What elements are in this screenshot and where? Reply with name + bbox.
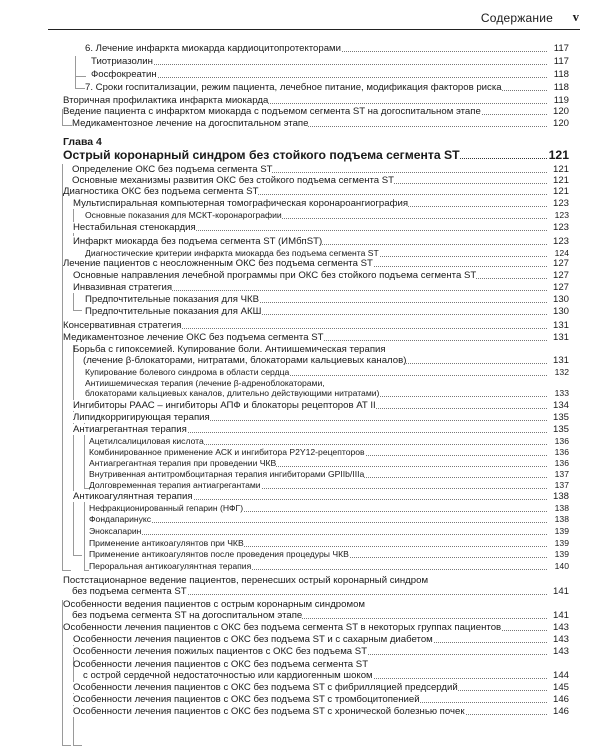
toc-entry[interactable]: 6. Лечение инфаркта миокарда кардиоцитопротекторами 117 (85, 43, 569, 54)
toc-entry-line1[interactable]: Постстационарное ведение пациентов, перенесших острый коронарный синдром (63, 575, 429, 586)
toc-entry[interactable]: Мультиспиральная компьютерная томографическая коронароангиография 123 (73, 198, 569, 209)
toc-entry[interactable]: (лечение β-блокаторами, нитратами, блокаторами кальциевых каналов) 131 (83, 355, 569, 366)
toc-entry[interactable]: Особенности лечения пациентов с ОКС без подъема ST с тромбоцитопенией 146 (73, 694, 569, 705)
toc-entry[interactable]: Вторичная профилактика инфаркта миокарда 119 (63, 95, 569, 106)
toc-entry[interactable]: Антикоагулянтная терапия 138 (73, 491, 569, 502)
toc-entry[interactable]: Консервативная стратегия 131 (63, 320, 569, 331)
toc-entry[interactable]: Особенности лечения пациентов с ОКС без подъема ST с фибрилляцией предсердий 145 (73, 682, 569, 693)
toc-entry[interactable]: Ацетилсалициловая кислота 136 (89, 436, 569, 446)
toc-entry[interactable]: Фосфокреатин 118 (91, 69, 569, 80)
running-head-title: Содержание (480, 11, 553, 25)
toc-entry[interactable]: Антиагрегантная терапия при проведении ЧКВ 136 (89, 458, 569, 468)
toc-entry[interactable]: Лечение пациентов с неосложненным ОКС без подъема сегмента ST 127 (63, 258, 569, 269)
toc-entry[interactable]: Ведение пациента с инфарктом миокарда с подъемом сегмента ST на догоспитальном этапе 120 (63, 106, 569, 117)
toc-entry[interactable]: 7. Сроки госпитализации, режим пациента, лечебное питание, модификация факторов риска 118 (85, 82, 569, 93)
tree-connector (73, 345, 82, 556)
toc-entry-line1[interactable]: Борьба с гипоксемией. Купирование боли. Антиишемическая терапия (73, 344, 386, 355)
toc-entry[interactable]: блокаторами кальциевых каналов, длительно действующими нитратами) 133 (85, 388, 569, 398)
toc-entry[interactable]: Инвазивная стратегия 127 (73, 282, 569, 293)
toc-entry[interactable]: Инфаркт миокарда без подъема сегмента ST (ИМбпST) 123 (73, 236, 569, 247)
page-number: v (572, 10, 579, 24)
toc-entry[interactable]: Особенности лечения пациентов с ОКС без подъема ST и с сахарным диабетом 143 (73, 634, 569, 645)
toc-entry[interactable]: Особенности лечения пациентов с ОКС без подъема сегмента ST в некоторых группах пациентов 143 (63, 622, 569, 633)
toc-entry[interactable]: Тиотриазолин 117 (91, 56, 569, 67)
toc-entry[interactable]: Определение ОКС без подъема сегмента ST 121 (72, 164, 569, 175)
toc-entry[interactable]: Особенности лечения пациентов с ОКС без подъема ST с хронической болезнью почек 146 (73, 706, 569, 717)
chapter-title[interactable]: Острый коронарный синдром без стойкого подъема сегмента ST 121 (63, 148, 569, 162)
toc-entry[interactable]: Предпочтительные показания для ЧКВ 130 (85, 294, 569, 305)
toc-entry[interactable]: Ингибиторы РААС – ингибиторы АПФ и блокаторы рецепторов АТ II 134 (73, 400, 569, 411)
toc-entry[interactable]: без подъема сегмента ST 141 (72, 586, 569, 597)
toc-entry[interactable]: Эноксапарин 139 (89, 526, 569, 536)
toc-entry[interactable]: Основные механизмы развития ОКС без стойкого подъема сегмента ST 121 (72, 175, 569, 186)
toc-entry-line1[interactable]: Особенности лечения пациентов с ОКС без подъема сегмента ST (73, 659, 369, 670)
toc-entry[interactable]: Нестабильная стенокардия 123 (73, 222, 569, 233)
toc-entry[interactable]: Медикаментозное лечение на догоспитальном этапе 120 (72, 118, 569, 129)
toc-entry[interactable]: Применение антикоагулянтов после проведения процедуры ЧКВ 139 (89, 549, 569, 559)
toc-entry[interactable]: Фондапаринукс 138 (89, 514, 569, 524)
toc-entry[interactable]: без подъема сегмента ST на догоспитальном этапе 141 (72, 610, 569, 621)
chapter-label: Глава 4 (63, 136, 102, 148)
toc-entry[interactable]: Медикаментозное лечение ОКС без подъема сегмента ST 131 (63, 332, 569, 343)
toc-entry[interactable]: с острой сердечной недостаточностью или кардиогенным шоком 144 (83, 670, 569, 681)
toc-entry[interactable]: Диагностические критерии инфаркта миокарда без подъема сегмента ST 124 (85, 248, 569, 258)
toc-entry-line1[interactable]: Особенности ведения пациентов с острым коронарным синдромом (63, 599, 366, 610)
toc-entry[interactable]: Особенности лечения пожилых пациентов с ОКС без подъема ST 143 (73, 646, 569, 657)
toc-entry[interactable]: Комбинированное применение АСК и ингибитора P2Y12-рецепторов 136 (89, 447, 569, 457)
toc-entry[interactable]: Применение антикоагулянтов при ЧКВ 139 (89, 538, 569, 548)
toc-entry[interactable]: Предпочтительные показания для АКШ 130 (85, 306, 569, 317)
toc-entry-line1[interactable]: Антиишемическая терапия (лечение β-адреноблокаторами, (85, 378, 325, 388)
toc-entry[interactable]: Пероральная антикоагулянтная терапия 140 (89, 561, 569, 571)
toc-entry[interactable]: Липидкорригирующая терапия 135 (73, 412, 569, 423)
toc-entry[interactable]: Основные показания для МСКТ-коронарографии 123 (85, 210, 569, 220)
toc-entry[interactable]: Долговременная терапия антиагрегантами 137 (89, 480, 569, 490)
toc-entry[interactable]: Купирование болевого синдрома в области сердца 132 (85, 367, 569, 377)
tree-connector (62, 164, 71, 259)
toc-entry[interactable]: Диагностика ОКС без подъема сегмента ST 121 (63, 186, 569, 197)
toc-entry[interactable]: Основные направления лечебной программы при ОКС без стойкого подъема сегмента ST 127 (73, 270, 569, 281)
tree-connector (62, 320, 71, 571)
toc-entry[interactable]: Антиагрегантная терапия 135 (73, 424, 569, 435)
toc-entry[interactable]: Нефракционированный гепарин (НФГ) 138 (89, 503, 569, 513)
toc-entry[interactable]: Внутривенная антитромбоцитарная терапия ингибиторами GPIIb/IIIa 137 (89, 469, 569, 479)
